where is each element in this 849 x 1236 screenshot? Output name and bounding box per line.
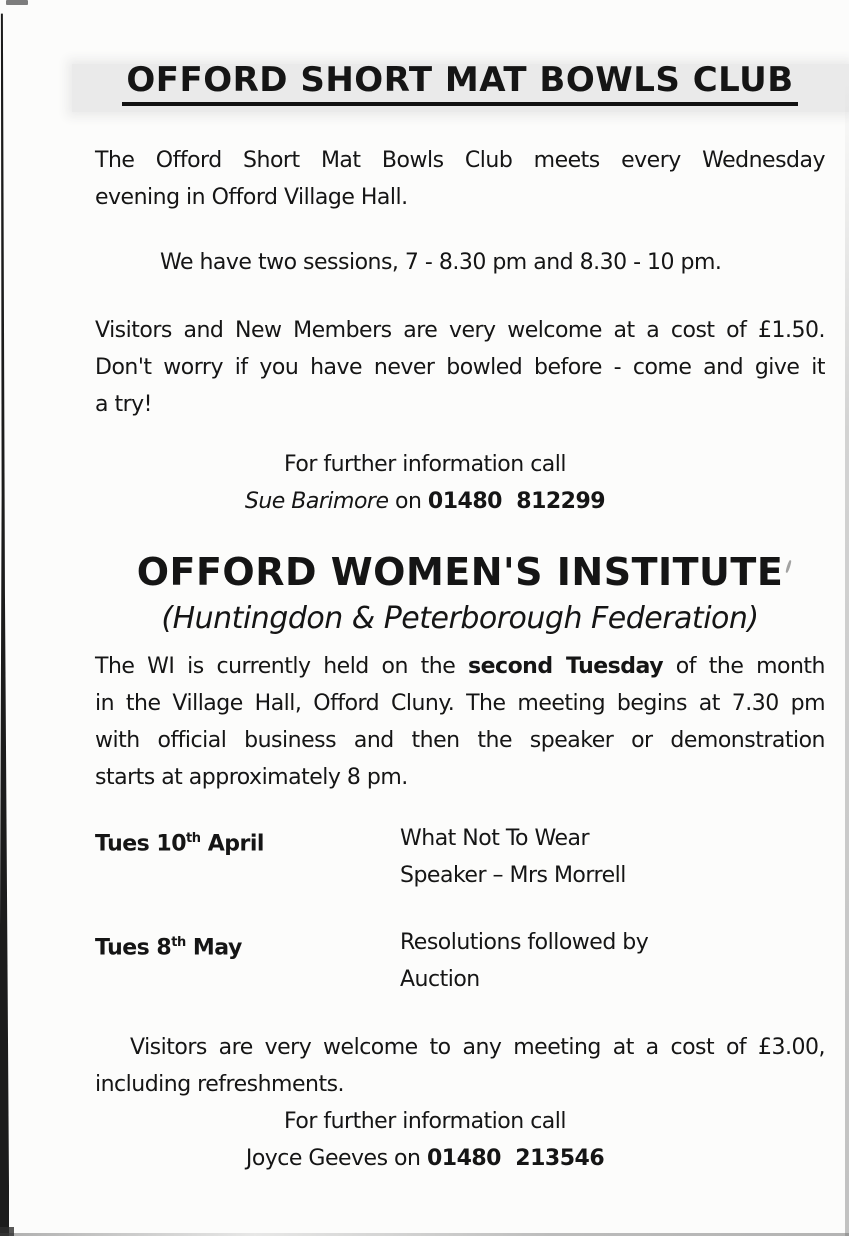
page-content <box>95 0 825 1177</box>
paragraph-line: The Offord Short Mat Bowls Club meets every Wednesday <box>95 148 825 173</box>
paragraph-line: Don't worry if you have never bowled before - come and give it <box>95 355 825 380</box>
event-row <box>95 820 825 894</box>
event-desc-line: Resolutions followed by <box>400 930 649 955</box>
scan-artifact-left-edge <box>0 0 9 1236</box>
paragraph-line: Visitors are very welcome to any meeting at a cost of £3.00, <box>130 1035 825 1060</box>
contact-intro-line: For further information call <box>283 452 566 477</box>
contact-name: Joyce Geeves <box>245 1146 388 1171</box>
event-date-ordinal: th <box>171 935 186 950</box>
paragraph-line: with official business and then the speaker or demonstration <box>95 728 825 753</box>
event-row <box>95 924 825 998</box>
event-date <box>95 924 400 998</box>
scan-artifact-bottom-left-smudge <box>0 1227 14 1236</box>
event-desc-line: What Not To Wear <box>400 826 590 851</box>
event-date-ordinal: th <box>186 831 201 846</box>
event-desc-line: Auction <box>400 967 480 992</box>
event-date <box>95 820 400 894</box>
event-description <box>400 924 825 998</box>
paragraph-line: evening in Offord Village Hall. <box>95 185 408 210</box>
event-date-rest: May <box>185 935 242 961</box>
event-desc-line: Speaker – Mrs Morrell <box>400 863 626 888</box>
paragraph-line: in the Village Hall, Offord Cluny. The meeting begins at 7.30 pm <box>95 691 825 716</box>
paragraph-line: including refreshments. <box>95 1072 345 1097</box>
event-date-main: Tues 8 <box>95 935 172 961</box>
wi-intro-bold: second Tuesday <box>468 654 664 679</box>
event-date-rest: April <box>200 831 264 857</box>
contact-connector: on <box>387 1146 427 1171</box>
wi-events-list <box>95 820 825 998</box>
bowls-title-text: OFFORD SHORT MAT BOWLS CLUB <box>122 60 797 106</box>
bowls-section-title <box>95 58 825 102</box>
contact-phone-number: 01480 812299 <box>427 489 606 514</box>
wi-section-title: OFFORD WOMEN'S INSTITUTE <box>136 550 784 594</box>
paragraph-line: a try! <box>95 392 152 417</box>
bowls-contact-block <box>95 446 755 520</box>
bowls-intro-paragraph <box>95 142 825 216</box>
bowls-sessions-line <box>95 244 825 281</box>
contact-detail-line <box>95 1140 755 1177</box>
event-date-main: Tues 10 <box>95 831 187 857</box>
contact-name: Sue Barimore <box>244 489 389 514</box>
event-description <box>400 820 825 894</box>
contact-phone-number: 01480 213546 <box>426 1146 605 1171</box>
contact-detail-line <box>95 483 755 520</box>
wi-intro-paragraph <box>95 648 825 796</box>
wi-intro-pre: The WI is currently held on the <box>95 654 469 679</box>
scan-artifact-corner-mark <box>6 0 28 5</box>
wi-subtitle: (Huntingdon & Peterborough Federation) <box>161 601 759 636</box>
contact-intro-line: For further information call <box>283 1109 566 1134</box>
paragraph-line: We have two sessions, 7 - 8.30 pm and 8.30 - 10 pm. <box>160 250 722 275</box>
scan-artifact-right-streak <box>845 80 849 1236</box>
bowls-visitors-paragraph <box>95 312 825 423</box>
wi-contact-block <box>95 1103 755 1177</box>
wi-closing-paragraph <box>95 1029 825 1103</box>
contact-connector: on <box>388 489 428 514</box>
wi-intro-post: of the month <box>663 654 825 679</box>
paragraph-line <box>95 648 825 685</box>
paragraph-line: starts at approximately 8 pm. <box>95 765 408 790</box>
paragraph-line: Visitors and New Members are very welcome at a cost of £1.50. <box>95 318 825 343</box>
